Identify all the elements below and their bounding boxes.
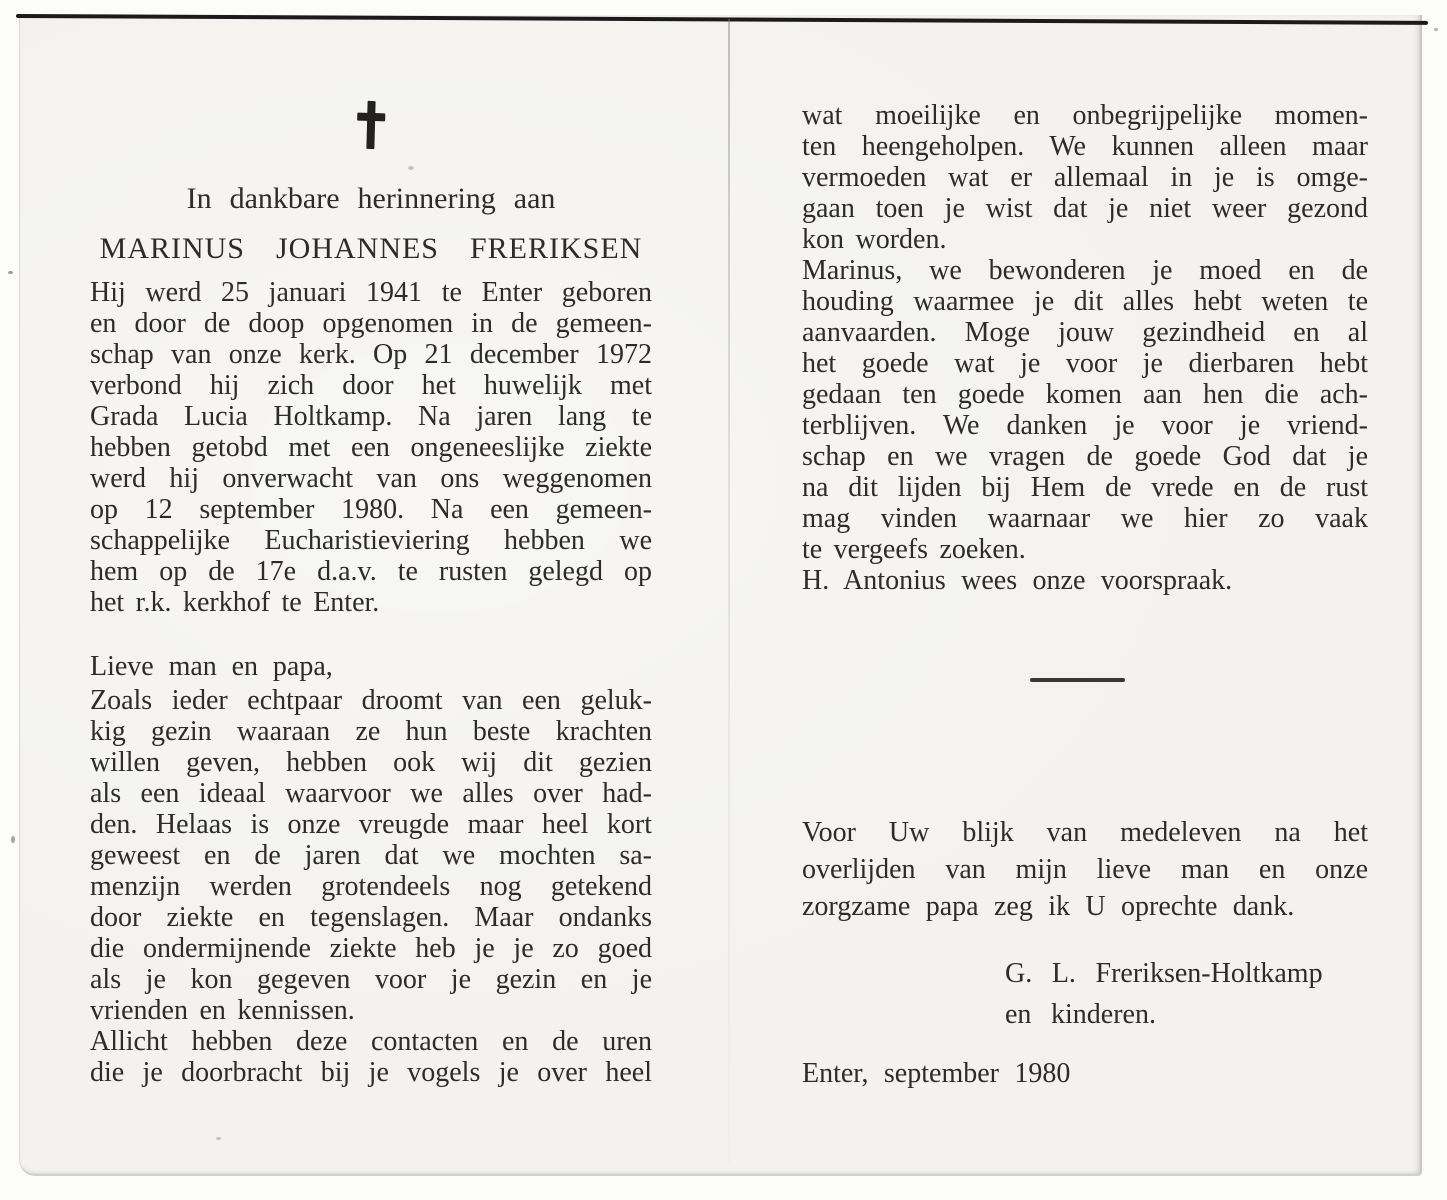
text-line: terblijven. We danken je voor je vriend- [802, 410, 1368, 441]
text-line: schap van onze kerk. Op 21 december 1972 [90, 339, 652, 370]
text-line: vrienden en kennissen. [90, 995, 355, 1026]
text-line: die je doorbracht bij je vogels je over heel [90, 1057, 652, 1088]
admiration-paragraph [802, 255, 1368, 565]
text-line: schappelijke Eucharistieviering hebben we [90, 525, 652, 556]
text-line: gaan toen je wist dat je niet weer gezond [802, 193, 1368, 224]
text-line: kig gezin waaraan ze hun beste krachten [90, 716, 652, 747]
text-line: Allicht hebben deze contacten en de uren [90, 1026, 652, 1057]
text-line: als je kon gegeven voor je gezin en je [90, 964, 652, 995]
text-line: geweest en de jaren dat we mochten sa- [90, 840, 652, 871]
text-line: als een ideaal waarvoor we alles over had- [90, 778, 652, 809]
text-line: overlijden van mijn lieve man en onze [802, 854, 1368, 885]
text-line: mag vinden waarnaar we hier zo vaak [802, 503, 1368, 534]
text-line: te vergeefs zoeken. [802, 534, 1026, 565]
intercession-line: H. Antonius wees onze voorspraak. [802, 565, 1233, 596]
scan-speck [8, 271, 13, 274]
text-line: door ziekte en tegenslagen. Maar ondanks [90, 902, 652, 933]
tribute-continuation-paragraph [90, 1026, 652, 1088]
scan-speck [216, 1137, 221, 1140]
text-line: menzijn werden grotendeels nog getekend [90, 871, 652, 902]
salutation-line: Lieve man en papa, [90, 651, 333, 682]
life-summary-paragraph [90, 277, 652, 618]
text-line: Zoals ieder echtpaar droomt van een geluk- [90, 685, 652, 716]
consolation-paragraph [802, 100, 1368, 255]
deceased-name: MARINUS JOHANNES FRERIKSEN [99, 232, 643, 265]
text-line: aanvaarden. Moge jouw gezindheid en al [802, 317, 1368, 348]
signature-block [1005, 953, 1323, 1035]
scan-speck [408, 166, 414, 170]
acknowledgement-paragraph [802, 814, 1368, 925]
memorial-card [19, 15, 1422, 1176]
right-page [802, 15, 1368, 1174]
tribute-paragraph [90, 685, 652, 1026]
text-line: wat moeilijke en onbegrijpelijke momen- [802, 100, 1368, 131]
left-page [90, 15, 652, 1174]
text-line: het goede wat je voor je dierbaren hebt [802, 348, 1368, 379]
text-line: hem op de 17e d.a.v. te rusten gelegd op [90, 556, 652, 587]
text-line: vermoeden wat er allemaal in je is omge- [802, 162, 1368, 193]
text-line: Grada Lucia Holtkamp. Na jaren lang te [90, 401, 652, 432]
text-line: gedaan ten goede komen aan hen die ach- [802, 379, 1368, 410]
section-divider [1030, 678, 1125, 682]
memorial-intro: In dankbare herinnering aan [186, 182, 556, 215]
cross-icon [355, 101, 386, 150]
text-line: den. Helaas is onze vreugde maar heel kort [90, 809, 652, 840]
text-line: op 12 september 1980. Na een gemeen- [90, 494, 652, 525]
text-line: en door de doop opgenomen in de gemeen- [90, 308, 652, 339]
signature-family: en kinderen. [1005, 999, 1156, 1030]
text-line: schap en we vragen de goede God dat je [802, 441, 1368, 472]
text-line: het r.k. kerkhof te Enter. [90, 587, 380, 618]
text-line: die ondermijnende ziekte heb je je zo goed [90, 933, 652, 964]
text-line: kon worden. [802, 224, 947, 255]
scan-speck [11, 836, 15, 843]
text-line: na dit lijden bij Hem de vrede en de rust [802, 472, 1368, 503]
fold-line [728, 19, 730, 1166]
text-line: werd hij onverwacht van ons weggenomen [90, 463, 652, 494]
text-line: willen geven, hebben ook wij dit gezien [90, 747, 652, 778]
place-date-line: Enter, september 1980 [802, 1058, 1071, 1089]
text-line: hebben getobd met een ongeneeslijke ziekte [90, 432, 652, 463]
text-line: ten heengeholpen. We kunnen alleen maar [802, 131, 1368, 162]
signature-name: G. L. Freriksen-Holtkamp [1005, 958, 1323, 989]
text-line: verbond hij zich door het huwelijk met [90, 370, 652, 401]
text-line: Hij werd 25 januari 1941 te Enter geboren [90, 277, 652, 308]
text-line: houding waarmee je dit alles hebt weten te [802, 286, 1368, 317]
text-line: Marinus, we bewonderen je moed en de [802, 255, 1368, 286]
text-line: Voor Uw blijk van medeleven na het [802, 817, 1368, 848]
text-line: zorgzame papa zeg ik U oprechte dank. [802, 891, 1295, 922]
scan-speck [1434, 28, 1438, 31]
